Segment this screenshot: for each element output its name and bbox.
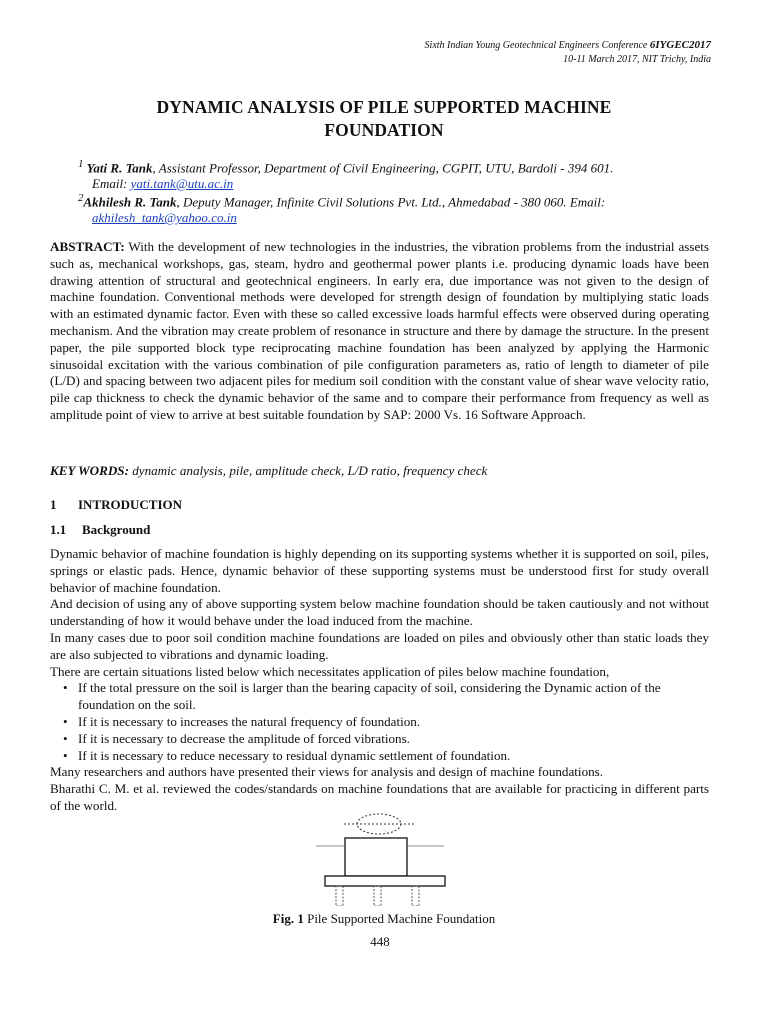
paragraph: There are certain situations listed below which necessitates application of piles below machine foundation, <box>50 663 610 679</box>
section-heading-introduction <box>50 497 182 513</box>
list-item-text: If the total pressure on the soil is larger than the bearing capacity of soil, considering the Dynamic action of the foundation on the soil. <box>78 680 661 713</box>
subsection-heading-background <box>50 522 150 538</box>
pile-cap <box>325 876 445 886</box>
author-2-sup: 2 <box>78 192 84 205</box>
author-1-affiliation: , Assistant Professor, Department of Civil Engineering, CGPIT, UTU, Bardoli - 394 601. <box>152 160 614 176</box>
title-line-1: DYNAMIC ANALYSIS OF PILE SUPPORTED MACHINE <box>156 97 612 117</box>
introduction-body <box>50 546 709 815</box>
paragraph: Dynamic behavior of machine foundation is highly depending on its supporting systems whether it is supported on soil, piles, springs or elastic pads. Hence, dynamic behavior of these supporting systems must be understood first for study overall behavior of machine foundation. <box>50 546 709 595</box>
paragraph: And decision of using any of above supporting system below machine foundation should be taken cautiously and not without understanding of how it would behave under the load induced from the machine. <box>50 596 709 629</box>
author-block <box>78 157 718 226</box>
author-1-sup: 1 <box>78 158 84 170</box>
section-number: 1 <box>50 497 57 512</box>
bullet-list <box>50 680 709 764</box>
list-item-text: If it is necessary to reduce necessary to residual dynamic settlement of foundation. <box>78 747 511 763</box>
keywords <box>50 463 709 480</box>
pile-1 <box>336 886 343 906</box>
paragraph: Many researchers and authors have presented their views for analysis and design of machine foundations. <box>50 764 604 780</box>
abstract-text: With the development of new technologies in the industries, the vibration problems from the industrial assets such as, mechanical workshops, gas, steam, hydro and geothermal power plants i.e. producing dynamic loads have been drawing attention of structural and geotechnical engineers. In early era, due importance was not given to the design of machine foundation. Conventional methods were developed for strength design of foundation by multiplying static loads with an estimated dynamic factor. Even with these so called excessive loads harmful effects were observed during operating mechanism. And the vibration may create problem of resonance in structure and there by damage the structure. In the present paper, the pile supported block type reciprocating machine foundation has been analyzed by applying the Harmonic sinusoidal excitation with the various combination of pile configuration parameters as, ratio of length to diameter of pile (L/D) and spacing between two adjacent piles for medium soil condition with the constant value of shear wave velocity ratio, pile cap thickness to check the dynamic behavior of the same and to compare their performance from frequency as well as amplitude point of view to arrive at best suitable foundation by SAP: 2000 Vs. 16 Software Approach. <box>50 239 709 422</box>
page-number: 448 <box>370 934 390 949</box>
bullet-icon: • <box>63 713 68 729</box>
author-1-email-line <box>78 176 718 192</box>
paragraph: In many cases due to poor soil condition machine foundations are loaded on piles and obviously other than static loads they are also subjected to vibrations and dynamic loading. <box>50 629 709 662</box>
abstract <box>50 239 709 424</box>
conference-code: 6IYGEC2017 <box>649 39 711 51</box>
author-1 <box>78 157 718 176</box>
bullet-icon: • <box>63 747 68 763</box>
subsection-number: 1.1 <box>50 522 67 537</box>
author-2-email-line <box>78 210 718 226</box>
bullet-icon: • <box>63 730 68 746</box>
author-2-affiliation: , Deputy Manager, Infinite Civil Solutions Pvt. Ltd., Ahmedabad - 380 060. Email: <box>176 194 606 210</box>
pile-3 <box>412 886 419 906</box>
figure-caption <box>0 911 768 927</box>
abstract-label: ABSTRACT: <box>50 239 125 254</box>
figure-label: Fig. 1 <box>272 911 304 926</box>
author-2-email-link[interactable]: akhilesh_tank@yahoo.co.in <box>92 210 237 226</box>
pile-foundation-figure <box>316 810 456 906</box>
machine-outline <box>357 814 401 834</box>
section-title: INTRODUCTION <box>78 497 183 512</box>
figure-caption-text: Pile Supported Machine Foundation <box>303 911 496 926</box>
foundation-block <box>345 838 407 876</box>
title-line-2: FOUNDATION <box>324 120 444 140</box>
author-2 <box>78 191 718 210</box>
author-1-name: Yati R. Tank <box>86 160 153 176</box>
author-2-name: Akhilesh R. Tank <box>83 194 177 210</box>
bullet-icon: • <box>63 680 68 696</box>
keywords-text: dynamic analysis, pile, amplitude check, L/D ratio, frequency check <box>128 463 488 478</box>
conference-dates: 10-11 March 2017, NIT Trichy, India <box>563 54 711 65</box>
list-item <box>50 731 709 748</box>
paper-title <box>0 96 768 142</box>
author-1-email-label: Email: <box>92 175 131 191</box>
subsection-title: Background <box>82 522 151 537</box>
keywords-label: KEY WORDS: <box>50 463 129 478</box>
list-item-text: If it is necessary to decrease the amplitude of forced vibrations. <box>78 730 410 746</box>
list-item <box>50 714 709 731</box>
paragraph: Bharathi C. M. et al. reviewed the codes/standards on machine foundations that are available for practicing in different parts of the world. <box>50 781 709 813</box>
conference-header <box>425 38 711 67</box>
list-item <box>50 680 709 714</box>
list-item <box>50 748 709 765</box>
conference-name: Sixth Indian Young Geotechnical Engineers Conference <box>424 40 648 51</box>
pile-2 <box>374 886 381 906</box>
list-item-text: If it is necessary to increases the natural frequency of foundation. <box>78 713 421 729</box>
author-1-email-link[interactable]: yati.tank@utu.ac.in <box>130 175 234 191</box>
